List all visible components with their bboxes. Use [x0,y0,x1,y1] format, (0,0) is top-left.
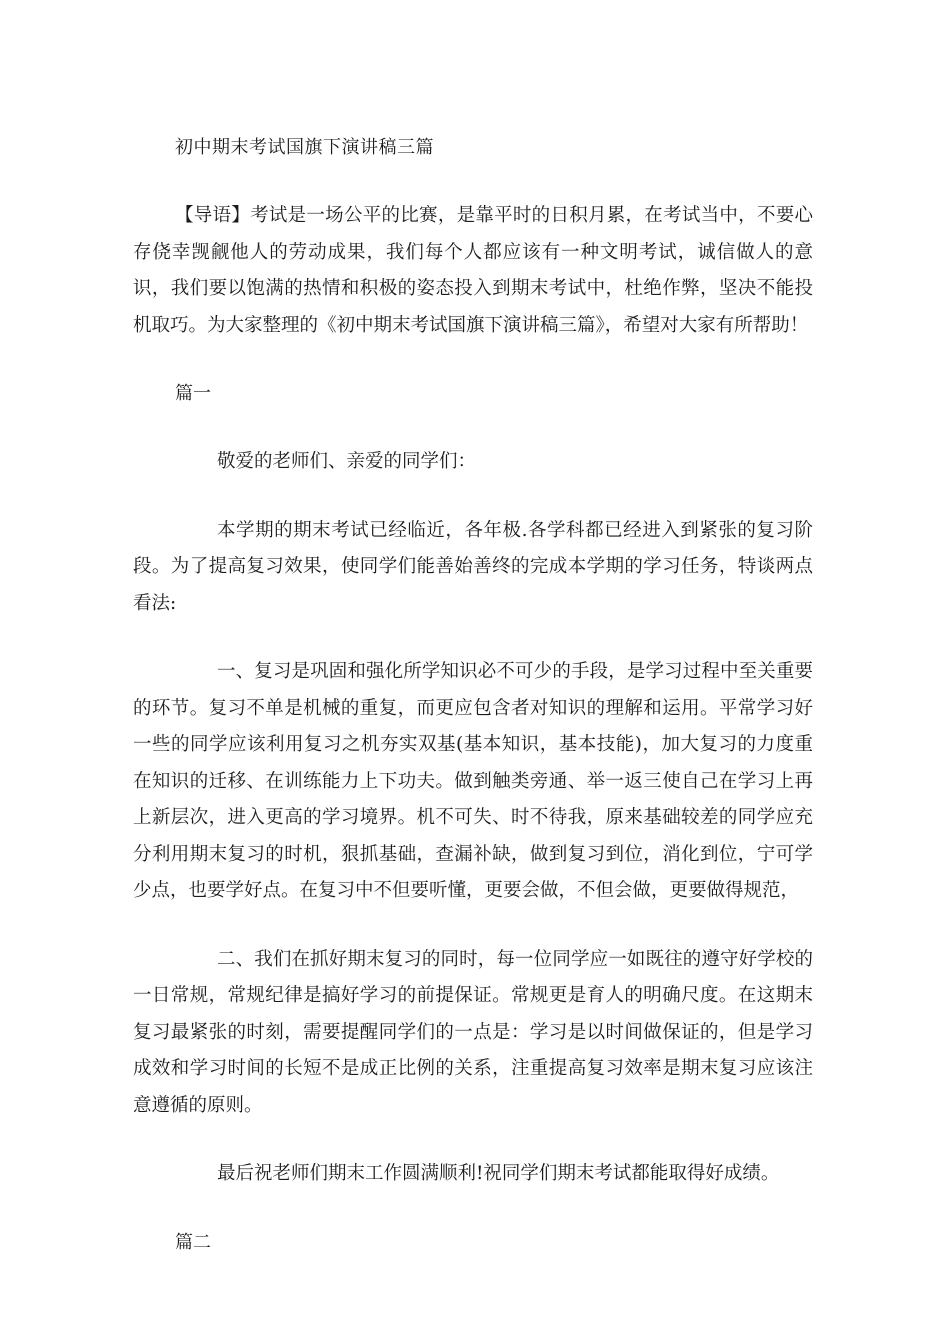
body-paragraph: 一、复习是巩固和强化所学知识必不可少的手段，是学习过程中至关重要的环节。复习不单是机械的重复，而更应包含者对知识的理解和运用。平常学习好一些的同学应该利用复习之机夯实双基(基本知识，基本技能)，加大复习的力度重在知识的迁移、在训练能力上下功夫。做到触类旁通、举一返三使自己在学习上再上新层次，进入更高的学习境界。机不可失、时不待我，原来基础较差的同学应充分利用期末复习的时机，狠抓基础，查漏补缺，做到复习到位，消化到位，宁可学少点，也要学好点。在复习中不但要听懂，更要会做，不但会做，更要做得规范， [133,661,813,901]
salutation: 敬爱的老师们、亲爱的同学们： [217,451,477,472]
document-title: 初中期末考试国旗下演讲稿三篇 [175,137,434,158]
lead-paragraph: 【导语】考试是一场公平的比赛，是靠平时的日积月累，在考试当中，不要心存侥幸觊觎他人的劳动成果，我们每个人都应该有一种文明考试，诚信做人的意识，我们要以饱满的热情和积极的姿态投入到期末考试中，杜绝作弊，坚决不能投机取巧。为大家整理的《初中期末考试国旗下演讲稿三篇》，希望对大家有所帮助！ [133,205,813,336]
body-paragraph: 本学期的期末考试已经临近，各年极.各学科都已经进入到紧张的复习阶段。为了提高复习效果，使同学们能善始善终的完成本学期的学习任务，特谈两点看法: [133,519,813,614]
document-body [133,130,813,1293]
section-2-heading: 篇二 [175,1231,211,1253]
section-1-heading: 篇一 [175,383,211,404]
closing-paragraph: 最后祝老师们期末工作圆满顺利!祝同学们期末考试都能取得好成绩。 [217,1163,780,1184]
body-paragraph: 二、我们在抓好期末复习的同时，每一位同学应一如既往的遵守好学校的一日常规，常规纪律是搞好学习的前提保证。常规更是育人的明确尺度。在这期末复习最紧张的时刻，需要提醒同学们的一点是：学习是以时间做保证的，但是学习成效和学习时间的长短不是成正比例的关系，注重提高复习效率是期末复习应该注意遵循的原则。 [133,948,813,1116]
